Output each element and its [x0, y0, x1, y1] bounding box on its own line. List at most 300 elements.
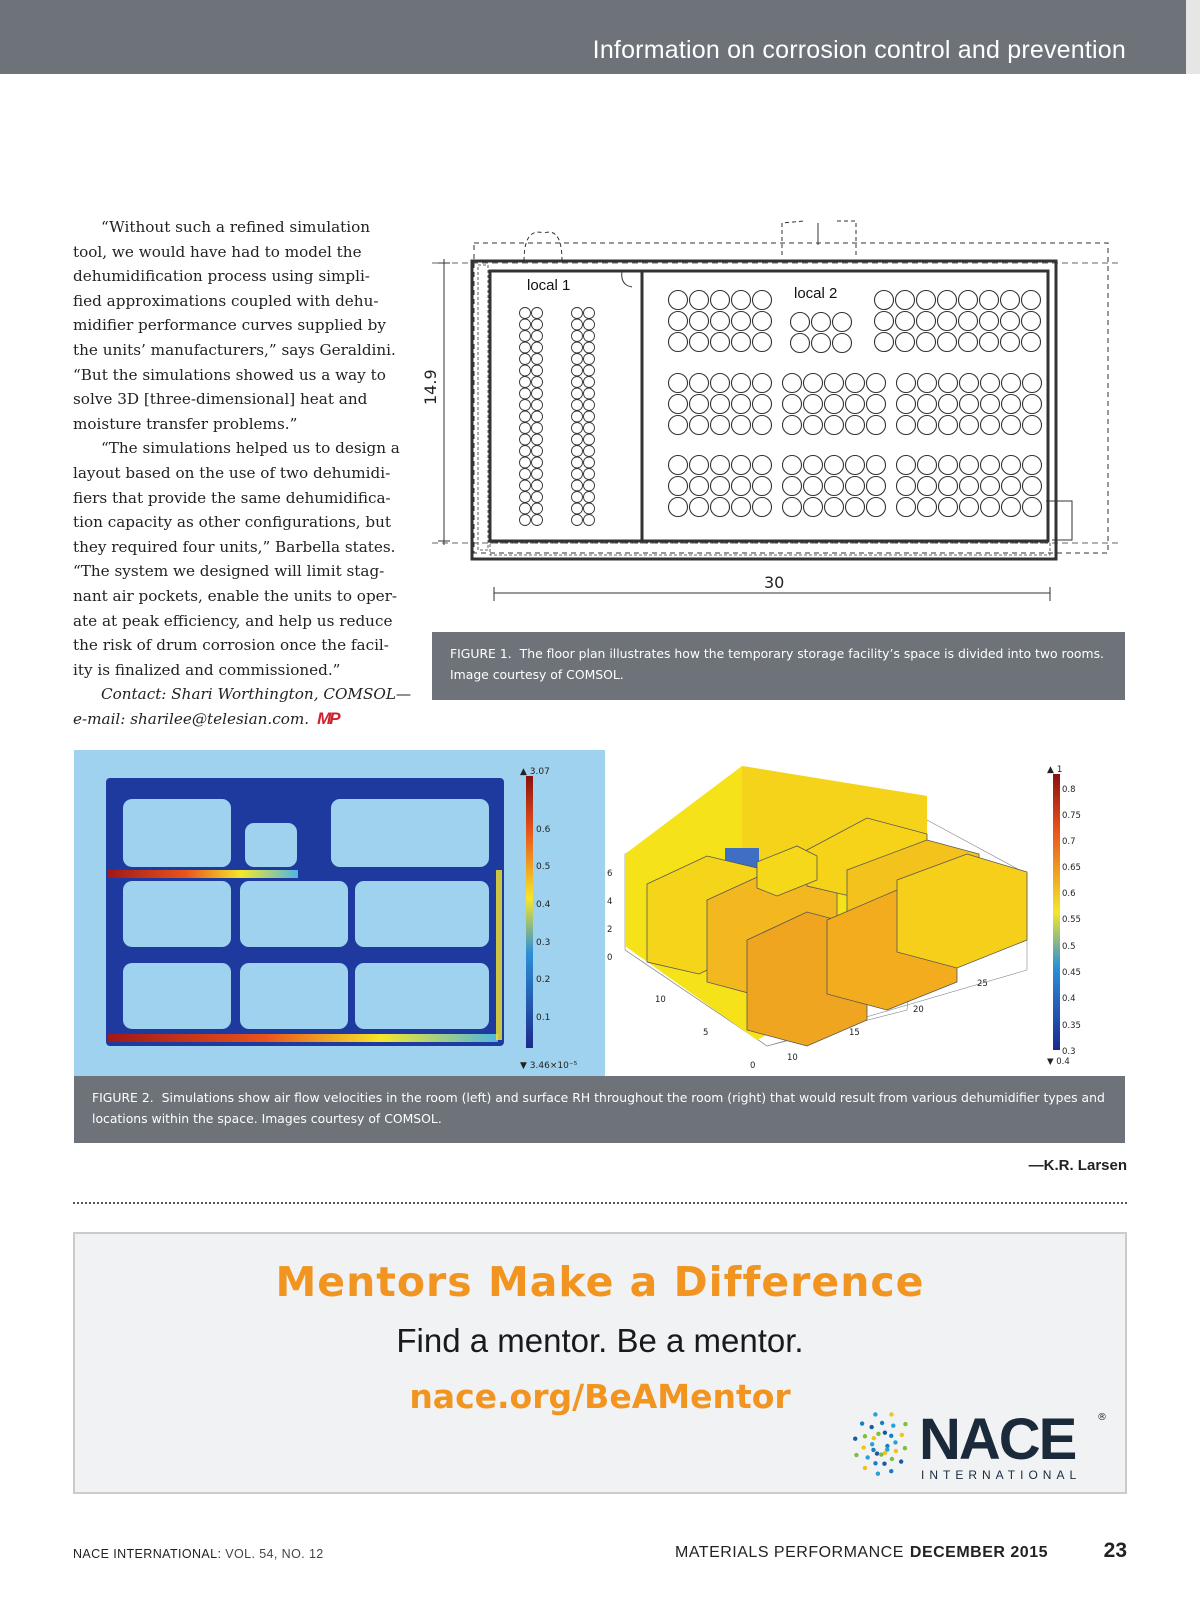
drum	[711, 477, 730, 496]
drum	[867, 374, 886, 393]
swirl-dot	[883, 1431, 887, 1435]
drum	[897, 498, 916, 517]
velocity-tick: 0.5	[536, 862, 551, 872]
width-dimension: 30	[764, 573, 785, 592]
drum	[981, 395, 1000, 414]
text-line: “The system we designed will limit stag-	[73, 562, 385, 581]
drum	[960, 498, 979, 517]
footer-org: NACE INTERNATIONAL:	[73, 1547, 222, 1561]
drum	[804, 374, 823, 393]
drum	[825, 456, 844, 475]
swirl-dot	[903, 1446, 907, 1450]
swirl-dot	[872, 1436, 876, 1440]
drum	[711, 333, 730, 352]
swirl-dot	[861, 1445, 865, 1449]
drum	[939, 498, 958, 517]
drum	[584, 423, 595, 434]
drum	[938, 312, 957, 331]
drum	[520, 446, 531, 457]
drum	[711, 416, 730, 435]
drum	[520, 423, 531, 434]
drum	[532, 365, 543, 376]
drum	[669, 477, 688, 496]
drum	[939, 374, 958, 393]
drum-grid-room1	[520, 308, 595, 526]
text-line: fied approximations coupled with dehu-	[73, 291, 379, 310]
drum	[896, 312, 915, 331]
drum	[584, 434, 595, 445]
drum	[1001, 312, 1020, 331]
drum	[532, 457, 543, 468]
swirl-dot	[860, 1421, 864, 1425]
header-title: Information on corrosion control and prevention	[592, 36, 1126, 64]
drum	[980, 333, 999, 352]
swirl-dot	[869, 1425, 873, 1429]
drum	[532, 503, 543, 514]
z-axis-tick: 2	[607, 925, 613, 935]
swirl-dot	[879, 1452, 883, 1456]
ad-subheading: Find a mentor. Be a mentor.	[396, 1322, 804, 1359]
drum	[572, 342, 583, 353]
drum	[711, 395, 730, 414]
swirl-dot	[899, 1459, 903, 1463]
ad-url-link[interactable]: nace.org/BeAMentor	[409, 1377, 791, 1416]
drum	[532, 388, 543, 399]
rh-scale-max: ▲ 1	[1047, 765, 1063, 775]
drum	[1023, 395, 1042, 414]
drum	[897, 477, 916, 496]
drum	[804, 477, 823, 496]
drum	[917, 333, 936, 352]
velocity-simulation-plot	[74, 750, 605, 1076]
footer-magazine	[675, 1544, 1048, 1562]
swirl-dot	[853, 1436, 857, 1440]
x-axis-tick: 5	[703, 1028, 709, 1038]
drum	[783, 456, 802, 475]
velocity-tick: 0.3	[536, 938, 551, 948]
drum	[918, 456, 937, 475]
drum	[584, 319, 595, 330]
drum	[584, 469, 595, 480]
drum	[532, 492, 543, 503]
z-axis-tick: 0	[607, 953, 613, 963]
drum	[572, 308, 583, 319]
drum	[584, 342, 595, 353]
drum	[981, 456, 1000, 475]
swirl-dot	[889, 1412, 893, 1416]
text-line: “The simulations helped us to design a	[101, 439, 400, 458]
drum	[532, 469, 543, 480]
drum	[959, 312, 978, 331]
drum	[669, 333, 688, 352]
text-line: ity is finalized and commissioned.”	[73, 660, 341, 679]
drum	[867, 395, 886, 414]
drum	[520, 331, 531, 342]
drum	[959, 333, 978, 352]
velocity-scale-min: ▼ 3.46×10⁻⁵	[520, 1061, 578, 1071]
rh-scale-min: ▼ 0.4	[1047, 1057, 1070, 1067]
drum	[980, 312, 999, 331]
drum	[867, 498, 886, 517]
text-line: fiers that provide the same dehumidifica-	[73, 488, 391, 507]
swirl-dot	[893, 1440, 897, 1444]
mentor-advertisement[interactable]	[73, 1232, 1127, 1494]
drum	[753, 333, 772, 352]
drum	[1002, 477, 1021, 496]
drum	[812, 334, 831, 353]
drum	[897, 456, 916, 475]
page-number: 23	[1103, 1539, 1127, 1562]
y-axis-tick: 10	[787, 1053, 798, 1063]
drum	[897, 374, 916, 393]
drum	[669, 374, 688, 393]
drum	[532, 446, 543, 457]
drum	[584, 365, 595, 376]
drum	[572, 400, 583, 411]
drum	[572, 492, 583, 503]
drum	[833, 313, 852, 332]
swirl-dot	[890, 1457, 894, 1461]
drum	[875, 333, 894, 352]
drum	[520, 515, 531, 526]
drum	[804, 395, 823, 414]
drum	[846, 456, 865, 475]
swirl-dot	[870, 1442, 874, 1446]
drum	[980, 291, 999, 310]
drum	[918, 416, 937, 435]
drum	[520, 365, 531, 376]
drum	[520, 411, 531, 422]
drum	[669, 395, 688, 414]
drum	[1023, 374, 1042, 393]
drum	[896, 291, 915, 310]
drum	[939, 456, 958, 475]
drum	[669, 456, 688, 475]
drum	[753, 498, 772, 517]
nace-logo-subtext: INTERNATIONAL	[921, 1468, 1082, 1482]
figure1-caption	[432, 632, 1125, 700]
drum	[690, 477, 709, 496]
contact-line: Contact: Shari Worthington, COMSOL—	[101, 685, 412, 704]
drum	[812, 313, 831, 332]
drum	[918, 395, 937, 414]
drum	[783, 374, 802, 393]
drum	[1002, 374, 1021, 393]
drum	[572, 457, 583, 468]
drum	[572, 480, 583, 491]
drum	[1023, 477, 1042, 496]
drum	[1001, 333, 1020, 352]
drum	[783, 498, 802, 517]
drum	[520, 377, 531, 388]
velocity-tick: 0.6	[536, 825, 551, 835]
drum	[846, 374, 865, 393]
drum	[753, 312, 772, 331]
drum	[669, 291, 688, 310]
drum	[572, 515, 583, 526]
rh-tick: 0.4	[1062, 994, 1076, 1004]
swirl-dot	[875, 1451, 879, 1455]
drum	[532, 354, 543, 365]
drum	[960, 456, 979, 475]
drum	[846, 477, 865, 496]
drum	[732, 291, 751, 310]
swirl-dot	[873, 1461, 877, 1465]
drum	[572, 446, 583, 457]
z-axis-tick: 6	[607, 869, 613, 879]
drum	[846, 416, 865, 435]
drum	[520, 469, 531, 480]
drum	[753, 291, 772, 310]
drum	[584, 503, 595, 514]
drum	[825, 374, 844, 393]
drum	[520, 434, 531, 445]
room1-label: local 1	[527, 277, 571, 294]
drum	[532, 411, 543, 422]
drum	[532, 480, 543, 491]
header-bar	[0, 0, 1200, 74]
drum	[959, 291, 978, 310]
rh-tick: 0.7	[1062, 837, 1076, 847]
footer-issue: DECEMBER 2015	[909, 1544, 1048, 1561]
drum	[532, 423, 543, 434]
drum	[532, 515, 543, 526]
nace-swirl-icon	[845, 1410, 919, 1482]
drum	[938, 333, 957, 352]
swirl-dot	[876, 1432, 880, 1436]
drum	[846, 498, 865, 517]
velocity-tick: 0.2	[536, 975, 551, 985]
swirl-dot	[903, 1422, 907, 1426]
drum	[572, 411, 583, 422]
swirl-dot	[863, 1434, 867, 1438]
drum	[918, 374, 937, 393]
drum	[669, 416, 688, 435]
drum	[584, 457, 595, 468]
z-axis-tick: 4	[607, 897, 613, 907]
drum	[584, 331, 595, 342]
drum	[804, 416, 823, 435]
figure2-caption-text: Simulations show air flow velocities in the room (left) and surface RH throughout the room (right) that would result from various dehumidifier types and locations within the space. Images courtesy of COMSOL.	[92, 1090, 1105, 1126]
swirl-dot	[889, 1469, 893, 1473]
swirl-dot	[854, 1453, 858, 1457]
drum	[690, 498, 709, 517]
text-line: they required four units,” Barbella states.	[73, 537, 396, 556]
drum	[520, 308, 531, 319]
drum	[572, 469, 583, 480]
drum	[732, 374, 751, 393]
drum	[669, 498, 688, 517]
rh-tick: 0.75	[1062, 811, 1081, 821]
drum	[690, 312, 709, 331]
drum	[532, 308, 543, 319]
drum	[520, 503, 531, 514]
rh-tick: 0.8	[1062, 785, 1076, 795]
swirl-dot	[883, 1451, 887, 1455]
swirl-dot	[865, 1455, 869, 1459]
drum	[918, 477, 937, 496]
drum	[669, 312, 688, 331]
drum	[732, 312, 751, 331]
figure1-caption-label: FIGURE 1.	[450, 646, 512, 661]
velocity-tick: 0.1	[536, 1013, 551, 1023]
drum	[690, 456, 709, 475]
drum	[939, 416, 958, 435]
drum	[690, 291, 709, 310]
velocity-tick: 0.4	[536, 900, 551, 910]
text-line: dehumidification process using simpli-	[73, 267, 370, 286]
text-line: nant air pockets, enable the units to oper-	[73, 586, 398, 605]
drum	[981, 477, 1000, 496]
drum	[711, 498, 730, 517]
drum	[833, 334, 852, 353]
text-line: ate at peak efficiency, and help us reduce	[73, 611, 393, 630]
drum	[1022, 291, 1041, 310]
rh-tick: 0.35	[1062, 1021, 1081, 1031]
drum	[783, 395, 802, 414]
mp-logo: MP	[317, 708, 339, 728]
footer-publication	[73, 1547, 324, 1561]
drum	[584, 400, 595, 411]
drum	[584, 480, 595, 491]
swirl-dot	[891, 1424, 895, 1428]
x-axis-tick: 10	[655, 995, 666, 1005]
dotted-divider	[73, 1202, 1127, 1204]
nace-logo-word: NACE	[919, 1407, 1076, 1472]
drum	[1023, 456, 1042, 475]
drum	[520, 480, 531, 491]
drum	[917, 312, 936, 331]
swirl-dot	[882, 1461, 886, 1465]
footer-volume: VOL. 54, NO. 12	[225, 1547, 324, 1561]
drum	[960, 374, 979, 393]
drum	[584, 515, 595, 526]
drum	[753, 477, 772, 496]
drum	[753, 374, 772, 393]
drum	[939, 477, 958, 496]
rh-tick: 0.6	[1062, 889, 1076, 899]
drum	[960, 416, 979, 435]
drum	[532, 331, 543, 342]
velocity-scale-max: ▲ 3.07	[520, 767, 550, 777]
text-line: tion capacity as other configurations, but	[73, 513, 392, 532]
rh-tick: 0.55	[1062, 915, 1081, 925]
figure2-caption	[74, 1076, 1125, 1143]
rh-tick: 0.3	[1062, 1047, 1076, 1057]
swirl-dot	[876, 1472, 880, 1476]
drum	[753, 395, 772, 414]
drum	[711, 312, 730, 331]
drum	[1022, 312, 1041, 331]
drum	[825, 416, 844, 435]
drum	[732, 395, 751, 414]
drum-grid-room2	[669, 291, 1042, 517]
drum	[520, 457, 531, 468]
drum	[1001, 291, 1020, 310]
drum	[732, 498, 751, 517]
drum	[690, 374, 709, 393]
drum	[846, 395, 865, 414]
drum	[783, 416, 802, 435]
drum	[825, 395, 844, 414]
y-axis-tick: 15	[849, 1028, 860, 1038]
text-line: layout based on the use of two dehumidi-	[73, 463, 391, 482]
y-axis-tick: 25	[977, 979, 988, 989]
y-axis-tick: 20	[913, 1005, 924, 1015]
drum	[791, 313, 810, 332]
email-text: e-mail: sharilee@telesian.com.	[73, 709, 310, 728]
drum	[875, 312, 894, 331]
drum	[1002, 416, 1021, 435]
drum	[711, 374, 730, 393]
floor-plan-figure	[421, 215, 1125, 620]
drum	[960, 477, 979, 496]
drum	[1002, 395, 1021, 414]
drum	[584, 411, 595, 422]
text-line: midifier performance curves supplied by	[73, 316, 386, 335]
rh-tick: 0.45	[1062, 968, 1081, 978]
drum	[572, 365, 583, 376]
ad-heading: Mentors Make a Difference	[275, 1258, 925, 1306]
drum	[938, 291, 957, 310]
drum	[584, 388, 595, 399]
humidity-simulation-plot	[607, 750, 1125, 1076]
drum	[918, 498, 937, 517]
drum	[584, 308, 595, 319]
swirl-dot	[873, 1412, 877, 1416]
drum	[711, 456, 730, 475]
swirl-dot	[863, 1466, 867, 1470]
drum	[939, 395, 958, 414]
drum	[981, 498, 1000, 517]
drum	[867, 416, 886, 435]
text-line: the risk of drum corrosion once the facil-	[73, 636, 389, 655]
drum	[572, 388, 583, 399]
drum	[572, 423, 583, 434]
drum	[572, 434, 583, 445]
drum	[520, 492, 531, 503]
drum	[791, 334, 810, 353]
drum	[1002, 456, 1021, 475]
nace-logo	[845, 1407, 1107, 1482]
drum	[584, 354, 595, 365]
drum	[584, 492, 595, 503]
drum	[867, 456, 886, 475]
drum	[520, 400, 531, 411]
drum	[532, 319, 543, 330]
header-edge-strip	[1186, 0, 1200, 74]
text-line: tool, we would have had to model the	[73, 242, 362, 261]
text-line: the units’ manufacturers,” says Geraldini.	[73, 340, 396, 359]
drum	[520, 319, 531, 330]
height-dimension: 14.9	[421, 369, 440, 405]
drum	[572, 377, 583, 388]
figure2-caption-label: FIGURE 2.	[92, 1090, 154, 1105]
drum	[690, 416, 709, 435]
footer-magazine-name: MATERIALS PERFORMANCE	[674, 1544, 904, 1561]
swirl-dot	[889, 1434, 893, 1438]
drum	[572, 354, 583, 365]
drum	[572, 319, 583, 330]
registered-mark: ®	[1097, 1412, 1107, 1423]
drum	[1023, 416, 1042, 435]
drum	[825, 477, 844, 496]
drum	[690, 333, 709, 352]
text-line: “But the simulations showed us a way to	[73, 365, 386, 384]
text-line: solve 3D [three-dimensional] heat and	[73, 390, 368, 409]
drum	[532, 342, 543, 353]
drum	[825, 498, 844, 517]
